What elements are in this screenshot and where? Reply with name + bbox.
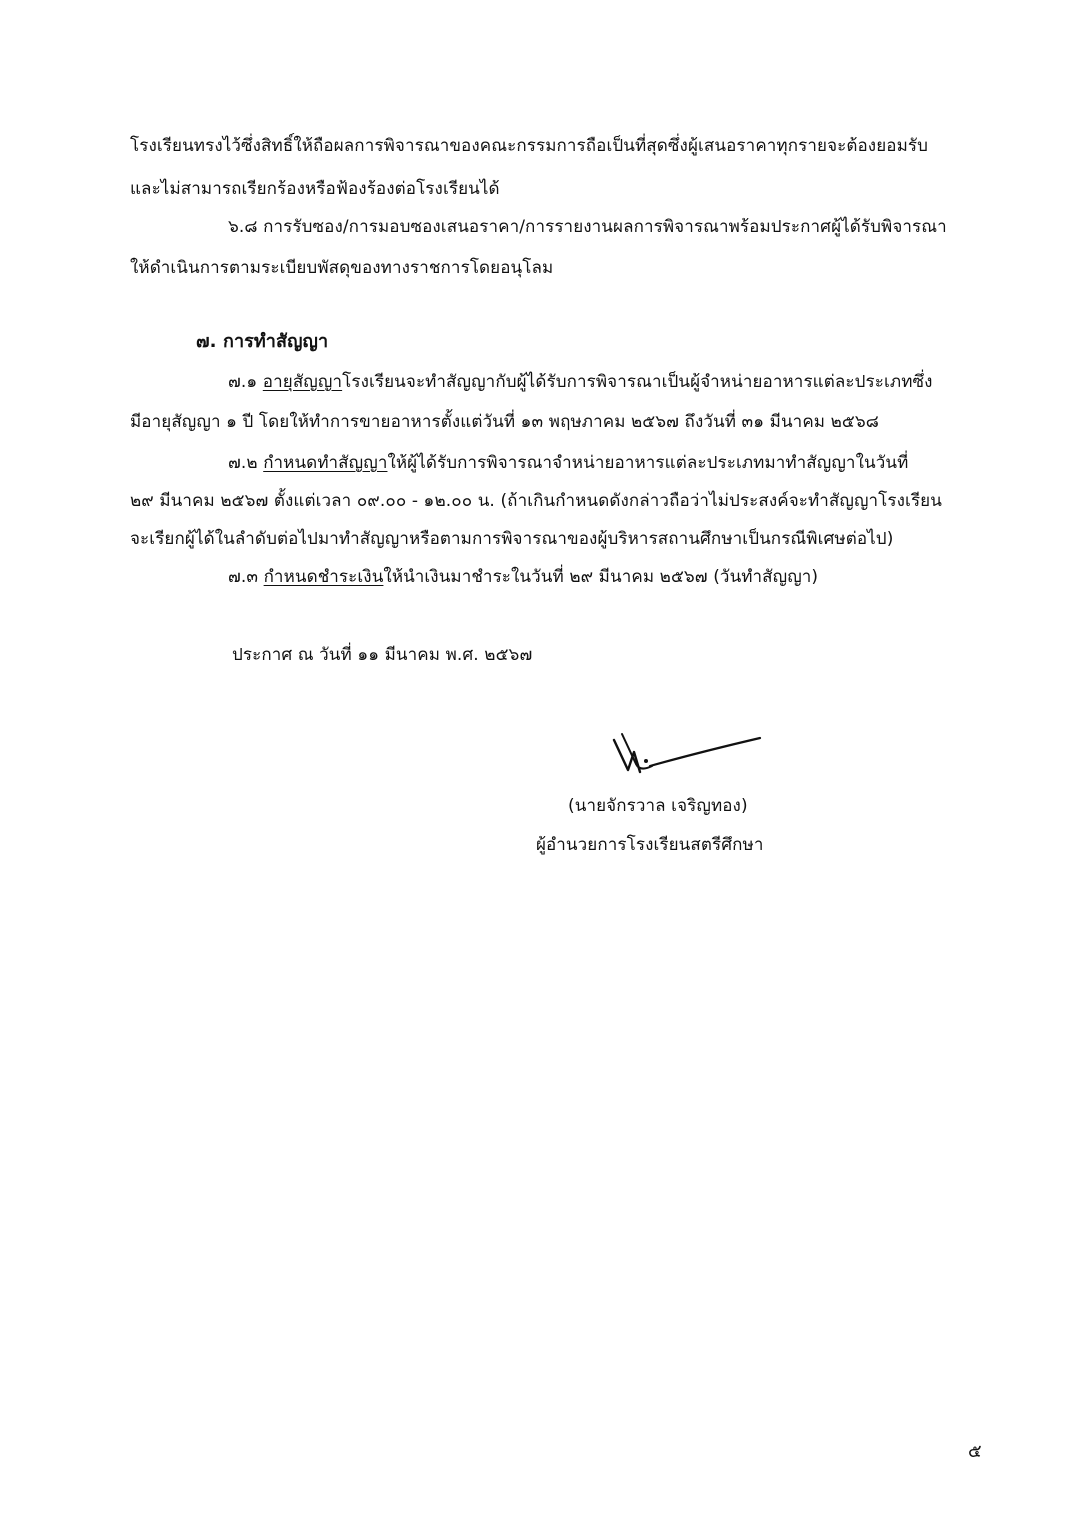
clause-text: ให้ผู้ได้รับการพิจารณาจำหน่ายอาหารแต่ละประเภทมาทำสัญญาในวันที่ <box>387 453 909 473</box>
signatory-position: ผู้อำนวยการโรงเรียนสตรีศึกษา <box>536 835 764 855</box>
clause-number: ๗.๑ <box>228 372 258 392</box>
page-number: ๕ <box>968 1441 982 1462</box>
clause-number: ๗.๒ <box>228 453 258 473</box>
clause-title: อายุสัญญา <box>262 372 343 392</box>
paragraph-line: โรงเรียนทรงไว้ซึ่งสิทธิ์ให้ถือผลการพิจารณาของคณะกรรมการถือเป็นที่สุดซึ่งผู้เสนอราคาทุกรายจะต้องยอมรับ <box>130 136 929 156</box>
paragraph-line: มีอายุสัญญา ๑ ปี โดยให้ทำการขายอาหารตั้งแต่วันที่ ๑๓ พฤษภาคม ๒๕๖๗ ถึงวันที่ ๓๑ มีนาคม ๒๕๖๘ <box>130 412 879 432</box>
clause-text: โรงเรียนจะทำสัญญากับผู้ได้รับการพิจารณาเป็นผู้จำหน่ายอาหารแต่ละประเภทซึ่ง <box>342 372 933 392</box>
clause-7-1-line <box>228 370 933 394</box>
clause-7-2-line <box>228 451 908 475</box>
clause-title: กำหนดชำระเงิน <box>263 567 384 587</box>
paragraph-line: ๖.๘ การรับซอง/การมอบซองเสนอราคา/การรายงานผลการพิจารณาพร้อมประกาศผู้ได้รับพิจารณา <box>228 217 947 237</box>
clause-title: กำหนดทำสัญญา <box>263 453 388 473</box>
paragraph-line: จะเรียกผู้ได้ในลำดับต่อไปมาทำสัญญาหรือตามการพิจารณาของผู้บริหารสถานศึกษาเป็นกรณีพิเศษต่อไป) <box>130 529 894 549</box>
handwritten-signature <box>610 726 790 786</box>
paragraph-line: ให้ดำเนินการตามระเบียบพัสดุของทางราชการโดยอนุโลม <box>130 258 554 278</box>
section-heading: ๗. การทำสัญญา <box>196 331 329 352</box>
clause-text: ให้นำเงินมาชำระในวันที่ ๒๙ มีนาคม ๒๕๖๗ (วันทำสัญญา) <box>383 567 819 587</box>
clause-number: ๗.๓ <box>228 567 259 587</box>
announcement-date: ประกาศ ณ วันที่ ๑๑ มีนาคม พ.ศ. ๒๕๖๗ <box>232 645 533 665</box>
signatory-name: (นายจักรวาล เจริญทอง) <box>568 796 748 816</box>
paragraph-line: และไม่สามารถเรียกร้องหรือฟ้องร้องต่อโรงเรียนได้ <box>130 179 500 199</box>
clause-7-3-line <box>228 565 818 589</box>
paragraph-line: ๒๙ มีนาคม ๒๕๖๗ ตั้งแต่เวลา ๐๙.๐๐ - ๑๒.๐๐ น. (ถ้าเกินกำหนดดังกล่าวถือว่าไม่ประสงค์จะทำสัญญาโรงเรียน <box>130 491 942 511</box>
